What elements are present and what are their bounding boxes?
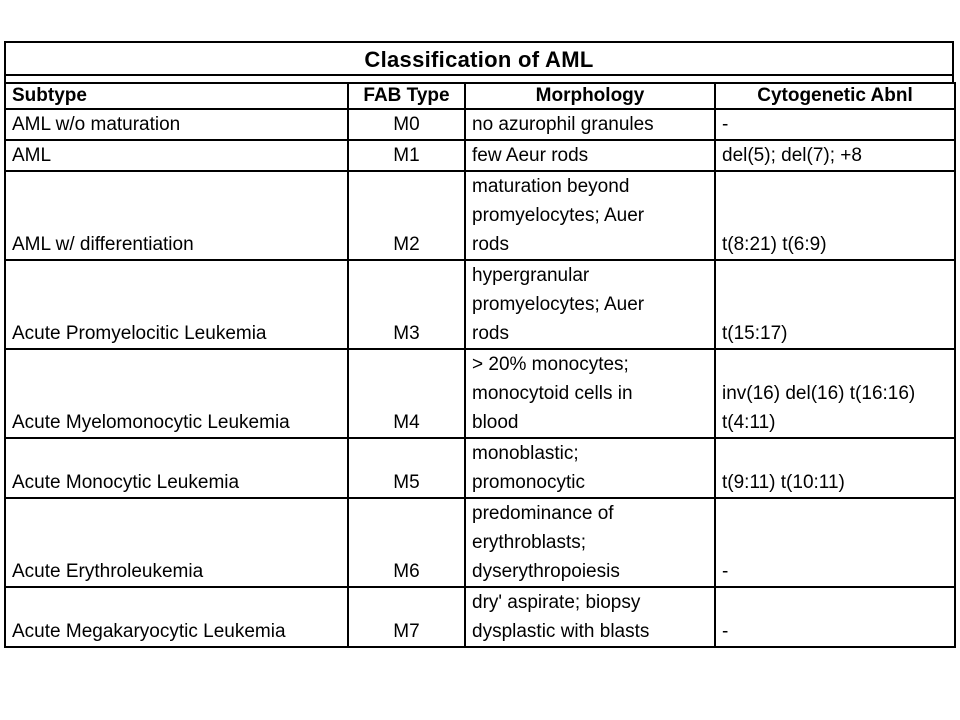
morphology-line: no azurophil granules (472, 114, 654, 135)
aml-classification-table (4, 82, 956, 648)
fab-type-cell: M0 (348, 109, 465, 140)
cytogenetic-cell (715, 171, 955, 260)
morphology-line: few Aeur rods (472, 145, 589, 166)
morphology-line: dry' aspirate; biopsy (472, 592, 641, 613)
morphology-line: predominance of (472, 503, 614, 524)
cytogenetic-cell (715, 140, 955, 171)
cytogenetic-line: - (722, 621, 729, 642)
table-row (5, 349, 955, 438)
subtype-cell: Acute Monocytic Leukemia (5, 438, 348, 498)
morphology-line: monoblastic; (472, 443, 579, 464)
fab-type-cell: M1 (348, 140, 465, 171)
morphology-line: promonocytic (472, 472, 585, 493)
morphology-cell (465, 498, 715, 587)
header-subtype: Subtype (5, 83, 348, 109)
subtype-cell: AML (5, 140, 348, 171)
cytogenetic-cell (715, 109, 955, 140)
morphology-line: dysplastic with blasts (472, 621, 650, 642)
fab-type-cell: M4 (348, 349, 465, 438)
subtype-cell: Acute Erythroleukemia (5, 498, 348, 587)
morphology-line: monocytoid cells in (472, 383, 633, 404)
morphology-line: dyserythropoiesis (472, 561, 620, 582)
morphology-line: erythroblasts; (472, 532, 587, 553)
morphology-line: maturation beyond (472, 176, 630, 197)
morphology-cell (465, 438, 715, 498)
title-box (4, 41, 954, 76)
cytogenetic-cell (715, 260, 955, 349)
morphology-line: promyelocytes; Auer (472, 205, 645, 226)
table-row (5, 109, 955, 140)
table-title: Classification of AML (364, 47, 594, 72)
table-row (5, 171, 955, 260)
morphology-cell (465, 260, 715, 349)
cytogenetic-cell (715, 349, 955, 438)
morphology-line: promyelocytes; Auer (472, 294, 645, 315)
fab-type-cell: M6 (348, 498, 465, 587)
table-row (5, 260, 955, 349)
fab-type-cell: M2 (348, 171, 465, 260)
subtype-cell: Acute Myelomonocytic Leukemia (5, 349, 348, 438)
cytogenetic-line: t(15:17) (722, 323, 788, 344)
cytogenetic-line: t(8:21) t(6:9) (722, 234, 827, 255)
cytogenetic-line: inv(16) del(16) t(16:16) (722, 383, 916, 404)
morphology-line: hypergranular (472, 265, 590, 286)
morphology-cell (465, 349, 715, 438)
subtype-cell: AML w/o maturation (5, 109, 348, 140)
cytogenetic-cell (715, 438, 955, 498)
subtype-cell: AML w/ differentiation (5, 171, 348, 260)
table-row (5, 587, 955, 647)
cytogenetic-cell (715, 498, 955, 587)
morphology-cell (465, 587, 715, 647)
morphology-cell (465, 109, 715, 140)
fab-type-cell: M5 (348, 438, 465, 498)
table-row (5, 438, 955, 498)
header-cytogenetic: Cytogenetic Abnl (715, 83, 955, 109)
header-morphology: Morphology (465, 83, 715, 109)
cytogenetic-line: del(5); del(7); +8 (722, 145, 862, 166)
fab-type-cell: M3 (348, 260, 465, 349)
cytogenetic-line: - (722, 114, 729, 135)
morphology-line: blood (472, 412, 519, 433)
table-row (5, 498, 955, 587)
subtype-cell: Acute Megakaryocytic Leukemia (5, 587, 348, 647)
cytogenetic-line: t(9:11) t(10:11) (722, 472, 845, 493)
cytogenetic-line: t(4:11) (722, 412, 776, 433)
morphology-cell (465, 140, 715, 171)
cytogenetic-line: - (722, 561, 729, 582)
cytogenetic-cell (715, 587, 955, 647)
table-row (5, 140, 955, 171)
morphology-line: rods (472, 234, 509, 255)
header-fab-type: FAB Type (348, 83, 465, 109)
morphology-cell (465, 171, 715, 260)
morphology-line: rods (472, 323, 509, 344)
fab-type-cell: M7 (348, 587, 465, 647)
header-row (5, 83, 955, 109)
subtype-cell: Acute Promyelocitic Leukemia (5, 260, 348, 349)
morphology-line: > 20% monocytes; (472, 354, 629, 375)
